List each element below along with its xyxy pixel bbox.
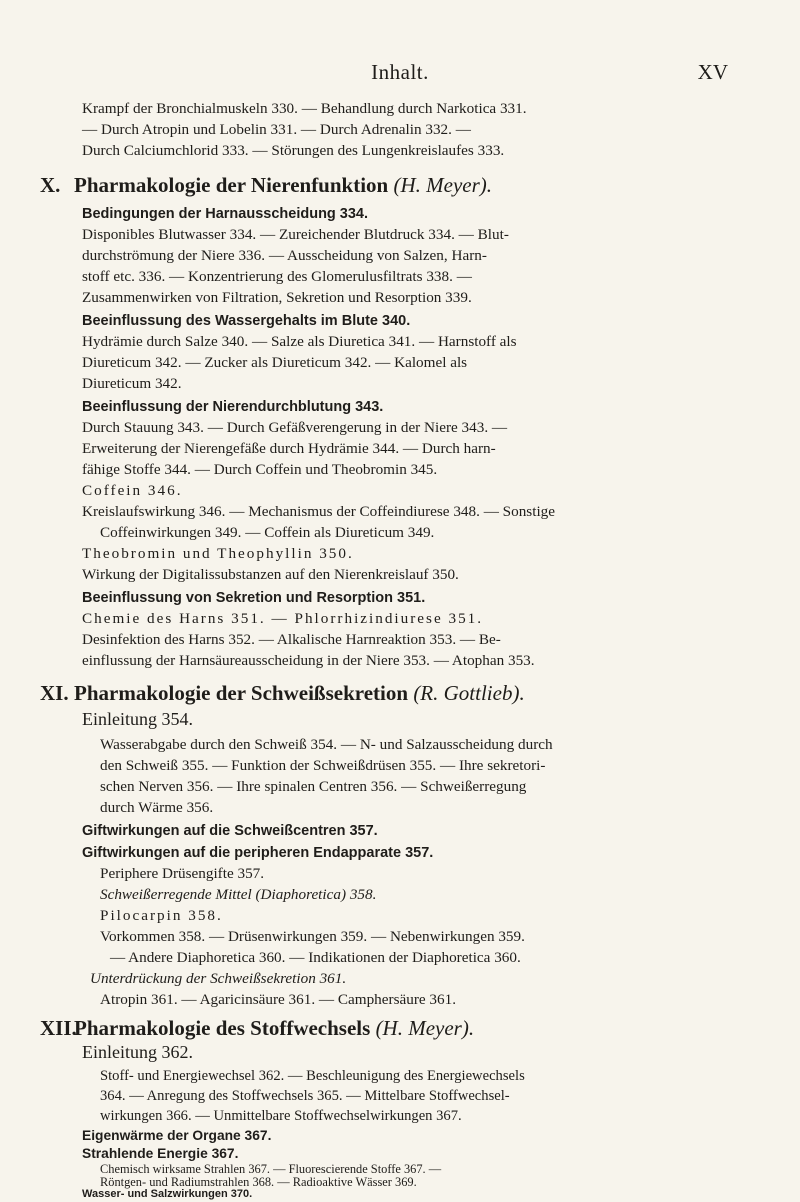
subheading: Beeinflussung des Wassergehalts im Blute 340. <box>82 313 411 329</box>
subheading: Eigenwärme der Organe 367. <box>82 1128 272 1143</box>
toc-line: — Andere Diaphoretica 360. — Indikationen der Diaphoretica 360. <box>110 949 521 966</box>
toc-line: Kreislaufswirkung 346. — Mechanismus der Coffeindiurese 348. — Sonstige <box>82 503 555 520</box>
section-heading-xii <box>40 1016 474 1040</box>
section-title: Pharmakologie der Nierenfunktion <box>74 173 389 197</box>
toc-line: Schweißerregende Mittel (Diaphoretica) 358. <box>100 886 377 903</box>
introduction-heading: Einleitung 362. <box>82 1042 193 1062</box>
toc-line: Vorkommen 358. — Drüsenwirkungen 359. — Nebenwirkungen 359. <box>100 928 525 945</box>
section-title: Pharmakologie des Stoffwechsels <box>74 1016 371 1040</box>
subheading: Wasser- und Salzwirkungen 370. <box>82 1188 253 1200</box>
toc-line: Zusammenwirken von Filtration, Sekretion und Resorption 339. <box>82 289 472 306</box>
toc-line: Atropin 361. — Agaricinsäure 361. — Camphersäure 361. <box>100 991 456 1008</box>
page-number: XV <box>697 60 728 84</box>
section-author: (H. Meyer). <box>375 1016 475 1040</box>
toc-line: Pilocarpin 358. <box>100 907 223 924</box>
toc-line: wirkungen 366. — Unmittelbare Stoffwechselwirkungen 367. <box>100 1108 462 1124</box>
toc-line: Krampf der Bronchialmuskeln 330. — Behandlung durch Narkotica 331. <box>82 100 527 117</box>
toc-line: 364. — Anregung des Stoffwechsels 365. — Mittelbare Stoffwechsel- <box>100 1088 510 1104</box>
toc-line: Theobromin und Theophyllin 350. <box>82 545 354 562</box>
section-heading-xi <box>40 681 525 705</box>
subheading: Beeinflussung der Nierendurchblutung 343. <box>82 399 384 415</box>
section-author: (R. Gottlieb). <box>413 681 525 705</box>
toc-line: durch Wärme 356. <box>100 799 214 816</box>
toc-line: Unterdrückung der Schweißsekretion 361. <box>90 970 347 987</box>
toc-line: Desinfektion des Harns 352. — Alkalische Harnreaktion 353. — Be- <box>82 631 501 648</box>
section-author: (H. Meyer). <box>393 173 493 197</box>
toc-line: stoff etc. 336. — Konzentrierung des Glomerulusfiltrats 338. — <box>82 268 472 285</box>
toc-line: Wasserabgabe durch den Schweiß 354. — N- und Salzausscheidung durch <box>100 736 553 753</box>
section-heading-x <box>40 173 492 197</box>
toc-line: Erweiterung der Nierengefäße durch Hydrämie 344. — Durch harn- <box>82 440 496 457</box>
running-title: Inhalt. <box>371 60 429 84</box>
section-title: Pharmakologie der Schweißsekretion <box>74 681 409 705</box>
subheading: Giftwirkungen auf die Schweißcentren 357. <box>82 823 378 839</box>
subheading: Strahlende Energie 367. <box>82 1146 239 1161</box>
toc-line: schen Nerven 356. — Ihre spinalen Centren 356. — Schweißerregung <box>100 778 527 795</box>
toc-line: den Schweiß 355. — Funktion der Schweißdrüsen 355. — Ihre sekretori- <box>100 757 546 774</box>
toc-line: einflussung der Harnsäureausscheidung in der Niere 353. — Atophan 353. <box>82 652 535 669</box>
section-number: XII. <box>40 1016 77 1040</box>
toc-line: Hydrämie durch Salze 340. — Salze als Diuretica 341. — Harnstoff als <box>82 333 517 350</box>
toc-line: Diureticum 342. — Zucker als Diureticum 342. — Kalomel als <box>82 354 468 371</box>
toc-line: fähige Stoffe 344. — Durch Coffein und Theobromin 345. <box>82 461 438 478</box>
toc-line: Coffein 346. <box>82 482 183 499</box>
page-header <box>0 60 800 90</box>
toc-line: Wirkung der Digitalissubstanzen auf den Nierenkreislauf 350. <box>82 566 459 583</box>
introduction-heading: Einleitung 354. <box>82 709 193 729</box>
section-number: XI. <box>40 681 69 705</box>
toc-line: Durch Calciumchlorid 333. — Störungen des Lungenkreislaufes 333. <box>82 142 505 159</box>
subheading: Bedingungen der Harnausscheidung 334. <box>82 206 369 222</box>
toc-line: Diureticum 342. <box>82 375 182 392</box>
toc-line <box>100 1194 109 1195</box>
section-number: X. <box>40 173 61 197</box>
toc-line: Disponibles Blutwasser 334. — Zureichender Blutdruck 334. — Blut- <box>82 226 509 243</box>
subheading: Beeinflussung von Sekretion und Resorption 351. <box>82 590 426 606</box>
toc-line: Stoff- und Energiewechsel 362. — Beschleunigung des Energiewechsels <box>100 1068 525 1084</box>
toc-line: Durch Stauung 343. — Durch Gefäßverengerung in der Niere 343. — <box>82 419 508 436</box>
toc-line: Röntgen- und Radiumstrahlen 368. — Radioaktive Wässer 369. <box>100 1175 417 1189</box>
subheading: Giftwirkungen auf die peripheren Endapparate 357. <box>82 845 434 861</box>
toc-line: Periphere Drüsengifte 357. <box>100 865 265 882</box>
toc-line: Chemisch wirksame Strahlen 367. — Fluorescierende Stoffe 367. — <box>100 1162 442 1176</box>
toc-line: — Durch Atropin und Lobelin 331. — Durch Adrenalin 332. — <box>82 121 471 138</box>
toc-line: Coffeinwirkungen 349. — Coffein als Diureticum 349. <box>100 524 435 541</box>
toc-line: Chemie des Harns 351. — Phlorrhizindiurese 351. <box>82 610 484 627</box>
toc-line: durchströmung der Niere 336. — Ausscheidung von Salzen, Harn- <box>82 247 487 264</box>
